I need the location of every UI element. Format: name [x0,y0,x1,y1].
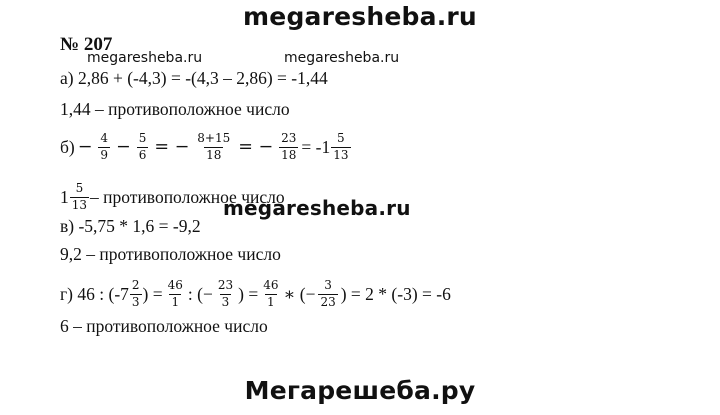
fraction [261,279,280,310]
numerator: 46 [167,277,183,292]
watermark-top: megaresheba.ru [243,2,477,31]
text-segment: : (− [187,283,213,304]
numerator: 3 [324,277,332,292]
equals-minus: = − [238,137,274,157]
fraction [279,132,298,163]
denominator: 23 [320,294,336,309]
minus-sign: − [116,137,131,157]
text-segment: ) = [142,283,163,304]
numerator: 5 [337,130,345,145]
text-segment: ∗ (− [283,283,316,304]
numerator: 8+15 [197,130,231,145]
part-b-prefix: б) [60,136,75,157]
watermark-bottom: Мегарешеба.ру [244,376,476,405]
part-a-expression: а) 2,86 + (-4,3) = -(4,3 – 2,86) = -1,44 [60,68,328,88]
text-segment: ) = [238,283,259,304]
denominator: 1 [267,294,275,309]
numerator: 23 [281,130,297,145]
part-d-prefix: г) 46 : (-7 [60,283,129,304]
fraction [195,132,232,163]
watermark-middle: megaresheba.ru [223,196,411,220]
denominator: 3 [131,294,140,309]
denominator: 18 [206,147,222,162]
part-c-answer: 9,2 – противоположное число [60,244,281,264]
denominator: 3 [221,294,230,309]
answer-whole: 1 [60,186,69,207]
denominator: 6 [138,147,147,162]
numerator: 5 [138,130,147,145]
equals-mixed: = -1 [301,136,331,157]
denominator: 1 [171,294,180,309]
answer-text: – противоположное число [90,186,285,207]
numerator: 4 [100,130,109,145]
numerator: 46 [263,277,279,292]
fraction [137,132,149,163]
watermark-small-right: megaresheba.ru [284,50,400,66]
fraction [98,132,110,163]
part-c-expression: в) -5,75 * 1,6 = -9,2 [60,216,201,236]
part-d-expression [60,276,451,312]
problem-number: № 207 [60,34,113,55]
fraction [166,279,185,310]
denominator: 13 [71,197,88,212]
numerator: 23 [217,277,234,292]
fraction [130,279,142,310]
minus-sign: − [77,137,93,157]
fraction [70,182,89,213]
fraction [331,132,350,163]
part-b-expression [60,129,352,165]
watermark-small-left: megaresheba.ru [87,50,203,66]
numerator: 5 [75,180,84,195]
text-segment: ) = 2 * (-3) = -6 [340,283,451,304]
equals-minus: = − [154,137,190,157]
fraction [318,279,337,310]
denominator: 9 [100,147,109,162]
denominator: 18 [281,147,297,162]
fraction [216,279,235,310]
part-d-answer: 6 – противоположное число [60,316,268,336]
denominator: 13 [333,147,349,162]
part-a-answer: 1,44 – противоположное число [60,99,290,119]
numerator: 2 [131,277,140,292]
